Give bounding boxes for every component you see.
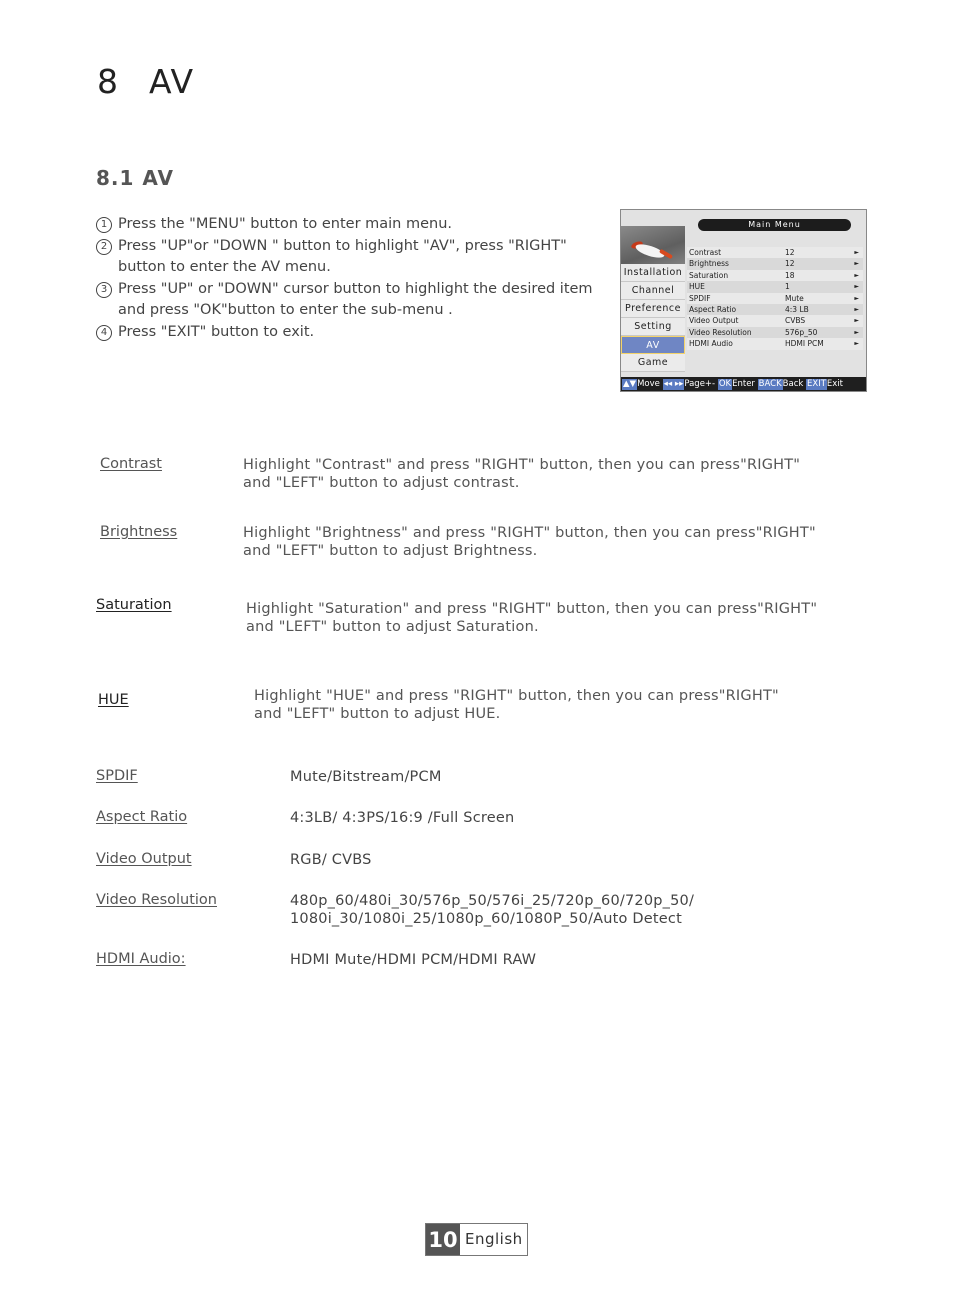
menu-item-preference[interactable]: Preference: [621, 300, 685, 318]
setting-row[interactable]: [687, 247, 863, 258]
setting-label: Video Output: [689, 316, 739, 326]
step-4: [96, 322, 616, 344]
step-number: 2: [96, 239, 112, 255]
help-enter: Enter: [732, 379, 755, 389]
term-contrast: Contrast: [100, 456, 162, 472]
menu-item-channel[interactable]: Channel: [621, 282, 685, 300]
desc-saturation: [246, 600, 817, 636]
setting-value: CVBS: [785, 316, 806, 326]
help-back: Back: [782, 379, 804, 389]
step-3: [96, 279, 616, 322]
setting-label: Aspect Ratio: [689, 304, 737, 314]
menu-help-bar: [621, 377, 866, 391]
setting-label: SPDIF: [689, 293, 711, 303]
arrow-right-icon: ►: [854, 305, 859, 313]
chapter-name: AV: [149, 62, 195, 101]
setting-row[interactable]: [687, 338, 863, 349]
page-language: English: [465, 1230, 523, 1248]
term-video-resolution: Video Resolution: [96, 892, 217, 908]
setting-row[interactable]: [687, 281, 863, 292]
desc-line: 1080i_30/1080i_25/1080p_60/1080P_50/Auto Detect: [290, 911, 682, 927]
desc-line: HDMI Mute/HDMI PCM/HDMI RAW: [290, 952, 537, 968]
options-spdif: [290, 768, 442, 786]
arrow-right-icon: ►: [854, 340, 859, 348]
step-text: Press "EXIT" button to exit.: [118, 323, 315, 340]
term-spdif: SPDIF: [96, 768, 138, 784]
step-number: 4: [96, 325, 112, 341]
chapter-number: 8: [97, 62, 119, 101]
setting-row[interactable]: [687, 270, 863, 281]
setting-label: Brightness: [689, 259, 729, 269]
desc-line: and "LEFT" button to adjust Brightness.: [243, 543, 538, 559]
step-text: Press the "MENU" button to enter main menu.: [118, 216, 453, 232]
options-hdmi-audio: [290, 951, 536, 969]
term-hdmi-audio: HDMI Audio:: [96, 951, 186, 967]
menu-title: Main Menu: [698, 219, 851, 231]
setting-value: 12: [785, 259, 795, 269]
menu-item-av[interactable]: AV: [621, 336, 685, 354]
setting-row[interactable]: [687, 327, 863, 338]
term-saturation: Saturation: [96, 597, 172, 613]
back-key: BACK: [758, 379, 782, 389]
setting-label: Saturation: [689, 270, 729, 280]
main-menu-screenshot: [620, 209, 867, 392]
arrow-right-icon: ►: [854, 271, 859, 279]
arrow-right-icon: ►: [854, 328, 859, 336]
desc-line: Mute/Bitstream/PCM: [290, 769, 442, 785]
term-hue: HUE: [98, 692, 129, 708]
setting-value: Mute: [785, 293, 804, 303]
step-number: 1: [96, 217, 112, 233]
arrow-right-icon: ►: [854, 317, 859, 325]
step-text: Press "UP" or "DOWN" cursor button to highlight the desired item and press "OK"button to enter the sub-menu .: [118, 280, 593, 318]
setting-value: 4:3 LB: [785, 304, 809, 314]
help-exit: Exit: [826, 379, 844, 389]
desc-hue: [254, 687, 779, 723]
desc-brightness: [243, 524, 816, 560]
step-2: [96, 236, 616, 279]
setting-label: Contrast: [689, 248, 722, 257]
setting-label: HDMI Audio: [689, 339, 733, 349]
desc-line: Highlight "Saturation" and press "RIGHT" button, then you can press"RIGHT": [246, 601, 818, 617]
page-number: 10: [426, 1224, 460, 1255]
setting-row[interactable]: [687, 258, 863, 269]
menu-item-game[interactable]: Game: [621, 354, 685, 372]
step-number: 3: [96, 282, 112, 298]
arrow-right-icon: ►: [854, 249, 859, 256]
setting-value: 18: [785, 270, 795, 280]
options-video-output: [290, 851, 372, 869]
instruction-steps: [96, 214, 616, 343]
step-1: [96, 214, 616, 236]
desc-line: 4:3LB/ 4:3PS/16:9 /Full Screen: [290, 810, 515, 826]
menu-categories: [621, 264, 685, 372]
term-brightness: Brightness: [100, 524, 178, 540]
setting-row[interactable]: [687, 304, 863, 315]
av-settings-list: [687, 247, 863, 350]
help-move: Move: [637, 379, 660, 389]
desc-contrast: [243, 456, 800, 492]
setting-value: 576p_50: [785, 327, 818, 337]
setting-label: Video Resolution: [689, 327, 752, 337]
up-down-icon: ▲▼: [623, 379, 637, 389]
ok-key: OK: [718, 379, 732, 389]
options-aspect-ratio: [290, 809, 514, 827]
desc-line: Highlight "Contrast" and press "RIGHT" button, then you can press"RIGHT": [243, 457, 801, 473]
setting-value: 12: [785, 248, 795, 257]
desc-line: Highlight "HUE" and press "RIGHT" button, then you can press"RIGHT": [254, 688, 779, 704]
term-video-output: Video Output: [96, 851, 192, 867]
exit-key: EXIT: [807, 379, 826, 389]
menu-item-setting[interactable]: Setting: [621, 318, 685, 336]
desc-line: and "LEFT" button to adjust contrast.: [243, 475, 520, 491]
desc-line: RGB/ CVBS: [290, 852, 372, 868]
options-video-resolution: [290, 892, 694, 928]
setting-value: 1: [785, 282, 790, 292]
step-text: Press "UP"or "DOWN " button to highlight "AV", press "RIGHT" button to enter the AV menu.: [118, 237, 567, 275]
setting-value: HDMI PCM: [785, 339, 824, 349]
setting-row[interactable]: [687, 293, 863, 304]
setting-label: HUE: [689, 282, 705, 292]
arrow-right-icon: ►: [854, 294, 859, 302]
page-arrows-icon: ◂◂ ▸▸: [663, 379, 684, 389]
section-title: 8.1 AV: [96, 166, 174, 190]
setting-row[interactable]: [687, 315, 863, 326]
help-page: Page+-: [684, 379, 716, 389]
desc-line: 480p_60/480i_30/576p_50/576i_25/720p_60/720p_50/: [290, 893, 695, 909]
term-aspect-ratio: Aspect Ratio: [96, 809, 188, 825]
desc-line: Highlight "Brightness" and press "RIGHT" button, then you can press"RIGHT": [243, 525, 816, 541]
page-number-badge: [425, 1223, 528, 1256]
chapter-title: [97, 62, 194, 101]
desc-line: and "LEFT" button to adjust HUE.: [254, 706, 501, 722]
arrow-right-icon: ►: [854, 283, 859, 291]
desc-line: and "LEFT" button to adjust Saturation.: [246, 619, 539, 635]
menu-item-installation[interactable]: Installation: [621, 264, 685, 282]
arrow-right-icon: ►: [854, 260, 859, 268]
